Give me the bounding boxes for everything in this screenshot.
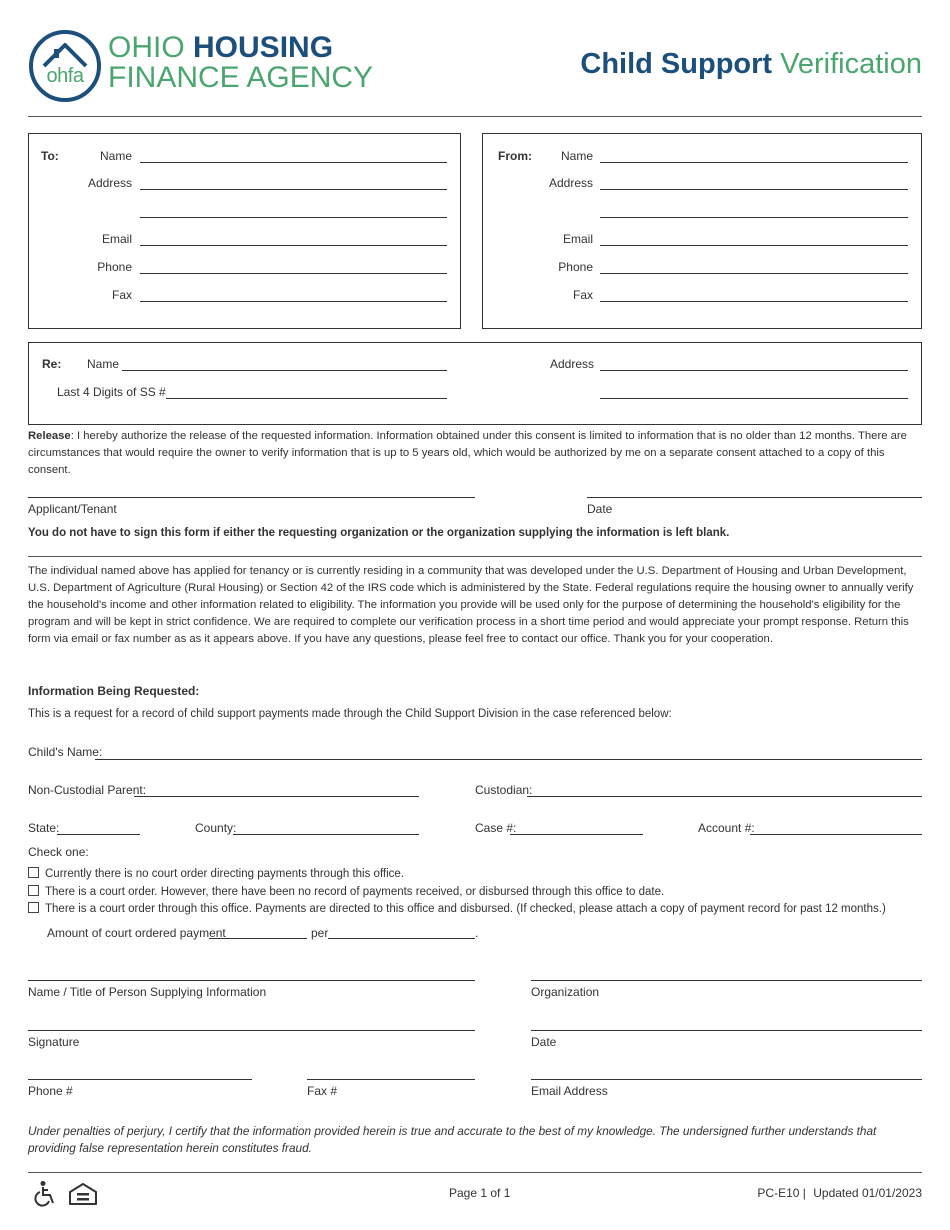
re-name-field[interactable] bbox=[122, 370, 447, 371]
from-box bbox=[482, 133, 922, 329]
name-title-field[interactable] bbox=[28, 980, 475, 981]
account-label: Account #: bbox=[698, 821, 755, 835]
phone-field[interactable] bbox=[28, 1079, 252, 1080]
state-field[interactable] bbox=[57, 834, 140, 835]
to-name-field[interactable] bbox=[140, 162, 447, 163]
email-field[interactable] bbox=[531, 1079, 922, 1080]
form-footer-info bbox=[757, 1186, 922, 1200]
to-name-label: Name bbox=[99, 149, 132, 163]
from-fax-label: Fax bbox=[572, 288, 593, 302]
from-email-label: Email bbox=[562, 232, 593, 246]
case-label: Case #: bbox=[475, 821, 517, 835]
checkbox[interactable] bbox=[28, 867, 39, 878]
from-phone-field[interactable] bbox=[600, 273, 908, 274]
signature-field[interactable] bbox=[28, 1030, 475, 1031]
re-name-label: Name bbox=[87, 357, 120, 371]
applicant-date-field[interactable] bbox=[587, 497, 922, 498]
organization-label: Organization bbox=[531, 985, 600, 999]
option-court-order-through-office[interactable] bbox=[28, 902, 886, 915]
info-requested-heading: Information Being Requested: bbox=[28, 684, 200, 698]
logo-mark-text: ohfa bbox=[46, 65, 84, 87]
from-heading: From: bbox=[498, 149, 532, 163]
agency-logo bbox=[28, 29, 408, 105]
agency-name-housing: HOUSING bbox=[193, 31, 334, 64]
re-address-field-2[interactable] bbox=[600, 398, 908, 399]
notice-text: You do not have to sign this form if either the requesting organization or the organization supplying the information is left blank. bbox=[28, 527, 730, 539]
to-phone-label: Phone bbox=[97, 260, 132, 274]
checkbox[interactable] bbox=[28, 902, 39, 913]
amount-label: Amount of court ordered payment bbox=[47, 926, 226, 940]
to-email-label: Email bbox=[101, 232, 132, 246]
signature-label: Signature bbox=[28, 1035, 80, 1049]
re-address-field[interactable] bbox=[600, 370, 908, 371]
organization-field[interactable] bbox=[531, 980, 922, 981]
equal-housing-icon bbox=[67, 1182, 99, 1206]
to-fax-field[interactable] bbox=[140, 301, 447, 302]
applicant-date-label: Date bbox=[587, 502, 613, 516]
email-label: Email Address bbox=[531, 1084, 608, 1098]
county-label: County: bbox=[195, 821, 237, 835]
from-address-field[interactable] bbox=[600, 189, 908, 190]
from-address-label: Address bbox=[548, 176, 593, 190]
perjury-statement: Under penalties of perjury, I certify that the information provided herein is true and accurate to the best of my knowledge. The undersigned further understands that providing false representation herein constitutes fraud. bbox=[28, 1124, 877, 1155]
case-field[interactable] bbox=[510, 834, 643, 835]
applicant-label: Applicant/Tenant bbox=[28, 502, 117, 516]
to-address-field-2[interactable] bbox=[140, 217, 447, 218]
option-no-court-order[interactable] bbox=[28, 867, 404, 880]
option-text: There is a court order. However, there have been no record of payments received, or disbursed through this office to date. bbox=[45, 886, 665, 898]
page-number: Page 1 of 1 bbox=[449, 1186, 511, 1200]
re-ss-field[interactable] bbox=[166, 398, 447, 399]
form-id: PC-E10 | bbox=[757, 1186, 806, 1200]
option-text: There is a court order through this office. Payments are directed to this office and disbursed. (If checked, please attach a copy of payment record for past 12 months.) bbox=[45, 903, 886, 915]
state-label: State: bbox=[28, 821, 60, 835]
to-heading: To: bbox=[41, 149, 59, 163]
fax-label: Fax # bbox=[307, 1084, 338, 1098]
fax-field[interactable] bbox=[307, 1079, 475, 1080]
from-phone-label: Phone bbox=[558, 260, 593, 274]
page-title-light: Verification bbox=[780, 48, 922, 80]
per-label: per bbox=[311, 926, 329, 940]
check-one-label: Check one: bbox=[28, 845, 89, 859]
non-custodial-field[interactable] bbox=[134, 796, 419, 797]
childs-name-label: Child's Name: bbox=[28, 745, 103, 759]
custodian-label: Custodian: bbox=[475, 783, 533, 797]
re-box bbox=[28, 342, 922, 425]
from-name-label: Name bbox=[560, 149, 593, 163]
supplier-date-field[interactable] bbox=[531, 1030, 922, 1031]
from-address-field-2[interactable] bbox=[600, 217, 908, 218]
childs-name-field[interactable] bbox=[95, 759, 922, 760]
option-text: Currently there is no court order directing payments through this office. bbox=[45, 868, 405, 880]
to-email-field[interactable] bbox=[140, 245, 447, 246]
re-heading: Re: bbox=[42, 357, 62, 371]
from-email-field[interactable] bbox=[600, 245, 908, 246]
to-fax-label: Fax bbox=[111, 288, 132, 302]
phone-label: Phone # bbox=[28, 1084, 73, 1098]
amount-field[interactable] bbox=[209, 938, 307, 939]
account-field[interactable] bbox=[750, 834, 922, 835]
notice-divider bbox=[28, 556, 922, 557]
to-address-field[interactable] bbox=[140, 189, 447, 190]
to-phone-field[interactable] bbox=[140, 273, 447, 274]
release-text: : I hereby authorize the release of the requested information. Information obtained under this consent is limited to information that is no older than 12 months. There are circumstances that would require the owner to verify information that is up to 5 years old, which would be authorized by me on a separate consent attached to a copy of this consent. bbox=[28, 430, 907, 476]
release-paragraph bbox=[28, 428, 922, 479]
release-heading: Release bbox=[28, 430, 71, 442]
per-field[interactable] bbox=[328, 938, 475, 939]
page-title bbox=[580, 48, 922, 81]
from-name-field[interactable] bbox=[600, 162, 908, 163]
re-address-label: Address bbox=[550, 357, 595, 371]
intro-paragraph: The individual named above has applied for tenancy or is currently residing in a community that was developed under the U.S. Department of Housing and Urban Development, U.S. Department of Agriculture (Rural Housing) or Section 42 of the IRS code which is administered by the State. Federal regulations require the housing owner to annually verify the household's income and other information related to eligibility. The information you provide will be used only for the purpose of determining the household's eligibility for the program and will be kept in strict confidence. We are required to complete our verification process in a short time period and would appreciate your prompt response. Return this form via email or fax number as as it appears above. If you have any questions, please feel free to contact our office. Thank you for your cooperation. bbox=[28, 565, 914, 645]
to-box bbox=[28, 133, 461, 329]
non-custodial-label: Non-Custodial Parent: bbox=[28, 783, 147, 797]
county-field[interactable] bbox=[233, 834, 419, 835]
agency-name-line1 bbox=[108, 33, 333, 63]
footer-divider bbox=[28, 1172, 922, 1173]
supplier-date-label: Date bbox=[531, 1035, 557, 1049]
from-fax-field[interactable] bbox=[600, 301, 908, 302]
amount-period: . bbox=[475, 926, 479, 940]
header-divider bbox=[28, 116, 922, 117]
checkbox[interactable] bbox=[28, 885, 39, 896]
name-title-label: Name / Title of Person Supplying Information bbox=[28, 985, 267, 999]
option-no-record[interactable] bbox=[28, 885, 664, 898]
updated-date: Updated 01/01/2023 bbox=[813, 1186, 922, 1200]
page-title-bold: Child Support bbox=[580, 48, 773, 80]
applicant-signature-field[interactable] bbox=[28, 497, 475, 498]
agency-name-line2: FINANCE AGENCY bbox=[108, 61, 374, 94]
to-address-label: Address bbox=[87, 176, 132, 190]
agency-name-ohio: OHIO bbox=[108, 31, 185, 64]
info-requested-intro: This is a request for a record of child support payments made through the Child Support Division in the case referenced below: bbox=[28, 708, 672, 720]
custodian-field[interactable] bbox=[527, 796, 922, 797]
re-ss-label: Last 4 Digits of SS # bbox=[57, 385, 166, 399]
accessibility-icon bbox=[32, 1180, 58, 1208]
